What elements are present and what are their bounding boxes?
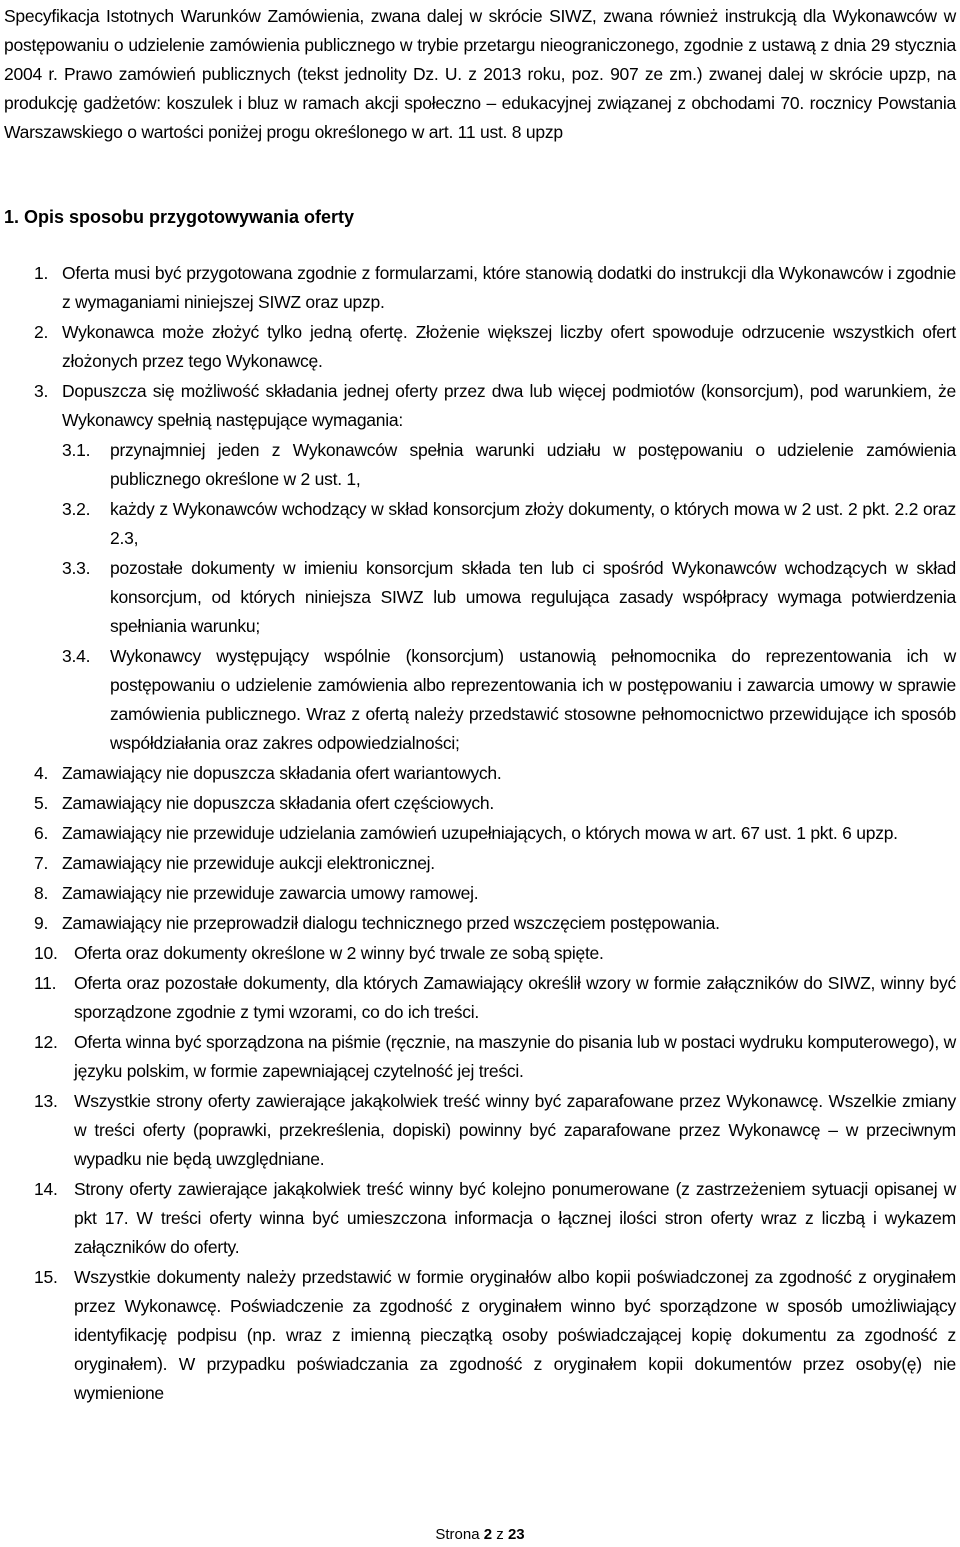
intro-paragraph: Specyfikacja Istotnych Warunków Zamówienia, zwana dalej w skrócie SIWZ, zwana również instrukcją dla Wykonawców w postępowaniu o udzielenie zamówienia publicznego w trybie przetargu nieograniczonego, zgodnie z ustawą z dnia 29 stycznia 2004 r. Prawo zamówień publicznych (tekst jednolity Dz. U. z 2013 roku, poz. 907 ze zm.) zwanej dalej w skrócie upzp, na produkcję gadżetów: koszulek i bluz w ramach akcji społeczno – edukacyjnej związanej z obchodami 70. rocznicy Powstania Warszawskiego o wartości poniżej progu określonego w art. 11 ust. 8 upzp <box>4 6 956 142</box>
item-number: 6. <box>34 823 49 843</box>
item-text: Zamawiający nie przewiduje aukcji elektronicznej. <box>62 853 435 873</box>
item-text: Zamawiający nie przewiduje udzielania zamówień uzupełniających, o których mowa w art. 67 ust. 1 pkt. 6 upzp. <box>62 823 898 843</box>
item-text: Wszystkie dokumenty należy przedstawić w formie oryginałów albo kopii poświadczonej za zgodność z oryginałem przez Wykonawcę. Poświadczenie za zgodność z oryginałem winno być sporządzone w sposób umożliwiający identyfikację podpisu (np. wraz z imienną pieczątką osoby poświadczającej kopię dokumentu za zgodność z oryginałem). W przypadku poświadczania za zgodność z oryginałem kopii dokumentów przez osoby(ę) nie wymienione <box>74 1267 956 1403</box>
item-number: 9. <box>34 913 49 933</box>
item-number: 13. <box>34 1091 58 1111</box>
item-number: 12. <box>34 1032 58 1052</box>
item-text: Zamawiający nie dopuszcza składania ofert częściowych. <box>62 793 494 813</box>
list-item <box>4 879 956 908</box>
list-item <box>4 1028 956 1086</box>
item-number: 11. <box>34 973 57 993</box>
item-text: Oferta oraz pozostałe dokumenty, dla których Zamawiający określił wzory w formie załączników do SIWZ, winny być sporządzone zgodnie z tymi wzorami, co do ich treści. <box>74 973 956 1022</box>
item-text: Wykonawca może złożyć tylko jedną ofertę. Złożenie większej liczby ofert spowoduje odrzucenie wszystkich ofert złożonych przez tego Wykonawcę. <box>62 322 956 371</box>
list-item <box>4 377 956 435</box>
list-item <box>4 819 956 848</box>
item-text: Strony oferty zawierające jakąkolwiek treść winny być kolejno ponumerowane (z zastrzeżeniem sytuacji opisanej w pkt 17. W treści oferty winna być umieszczona informacja o łącznej ilości stron oferty wraz z liczbą i wykazem załączników do oferty. <box>74 1179 956 1257</box>
list-item <box>4 969 956 1027</box>
sub-item-text: pozostałe dokumenty w imieniu konsorcjum składa ten lub ci spośród Wykonawców wchodzących w skład konsorcjum, od których niniejsza SIWZ lub umowa regulująca zasady współpracy wymaga potwierdzenia spełniania warunku; <box>110 558 956 636</box>
item-number: 3. <box>34 381 49 401</box>
item-text: Dopuszcza się możliwość składania jednej oferty przez dwa lub więcej podmiotów (konsorcjum), pod warunkiem, że Wykonawcy spełnią następujące wymagania: <box>62 381 956 430</box>
item-number: 14. <box>34 1179 58 1199</box>
list-item <box>4 1087 956 1174</box>
item-number: 4. <box>34 763 49 783</box>
item-number: 15. <box>34 1267 58 1287</box>
list-item <box>4 849 956 878</box>
sub-item-text: Wykonawcy występujący wspólnie (konsorcjum) ustanowią pełnomocnika do reprezentowania ich w postępowaniu o udzielenie zamówienia albo reprezentowania ich w postępowaniu i zawarcia umowy w sprawie zamówienia publicznego. Wraz z ofertą należy przedstawić stosowne pełnomocnictwo przewidujące ich sposób współdziałania oraz zakres odpowiedzialności; <box>110 646 956 753</box>
sub-list-item <box>4 554 956 641</box>
item-number: 1. <box>34 263 49 283</box>
item-text: Zamawiający nie przeprowadził dialogu technicznego przed wszczęciem postępowania. <box>62 913 720 933</box>
item-text: Zamawiający nie przewiduje zawarcia umowy ramowej. <box>62 883 479 903</box>
sub-list-item <box>4 436 956 494</box>
item-text: Oferta winna być sporządzona na piśmie (ręcznie, na maszynie do pisania lub w postaci wydruku komputerowego), w języku polskim, w formie zapewniającej czytelność jej treści. <box>74 1032 956 1081</box>
item-text: Wszystkie strony oferty zawierające jakąkolwiek treść winny być zaparafowane przez Wykonawcę. Wszelkie zmiany w treści oferty (poprawki, przekreślenia, dopiski) powinny być zaparafowane przez Wykonawcę – w przeciwnym wypadku nie będą uwzględniane. <box>74 1091 956 1169</box>
list-item <box>4 909 956 938</box>
sub-item-text: przynajmniej jeden z Wykonawców spełnia warunki udziału w postępowaniu o udzielenie zamówienia publicznego określone w 2 ust. 1, <box>110 440 956 489</box>
item-number: 10. <box>34 943 58 963</box>
sub-item-number: 3.3. <box>62 558 91 578</box>
footer-prefix: Strona <box>435 1526 480 1543</box>
sub-list-item <box>4 642 956 758</box>
item-text: Zamawiający nie dopuszcza składania ofert wariantowych. <box>62 763 502 783</box>
sub-item-text: każdy z Wykonawców wchodzący w skład konsorcjum złoży dokumenty, o których mowa w 2 ust. 2 pkt. 2.2 oraz 2.3, <box>110 499 956 548</box>
current-page-number: 2 <box>483 1526 493 1543</box>
list-item <box>4 1263 956 1408</box>
numbered-list <box>4 259 956 1409</box>
total-pages-number: 23 <box>507 1526 525 1543</box>
list-item <box>4 318 956 376</box>
item-number: 8. <box>34 883 49 903</box>
list-item <box>4 759 956 788</box>
item-number: 7. <box>34 853 49 873</box>
sub-list-item <box>4 495 956 553</box>
item-number: 2. <box>34 322 49 342</box>
list-item <box>4 789 956 818</box>
item-text: Oferta musi być przygotowana zgodnie z formularzami, które stanowią dodatki do instrukcji dla Wykonawców i zgodnie z wymaganiami niniejszej SIWZ oraz upzp. <box>62 263 956 312</box>
item-number: 5. <box>34 793 49 813</box>
section-heading: 1. Opis sposobu przygotowywania oferty <box>4 207 355 227</box>
list-item <box>4 939 956 968</box>
page-footer <box>0 1526 960 1544</box>
footer-separator: z <box>496 1526 504 1543</box>
list-item <box>4 259 956 317</box>
item-text: Oferta oraz dokumenty określone w 2 winny być trwale ze sobą spięte. <box>74 943 604 963</box>
list-item <box>4 1175 956 1262</box>
sub-item-number: 3.1. <box>62 440 91 460</box>
sub-item-number: 3.2. <box>62 499 91 519</box>
sub-item-number: 3.4. <box>62 646 91 666</box>
